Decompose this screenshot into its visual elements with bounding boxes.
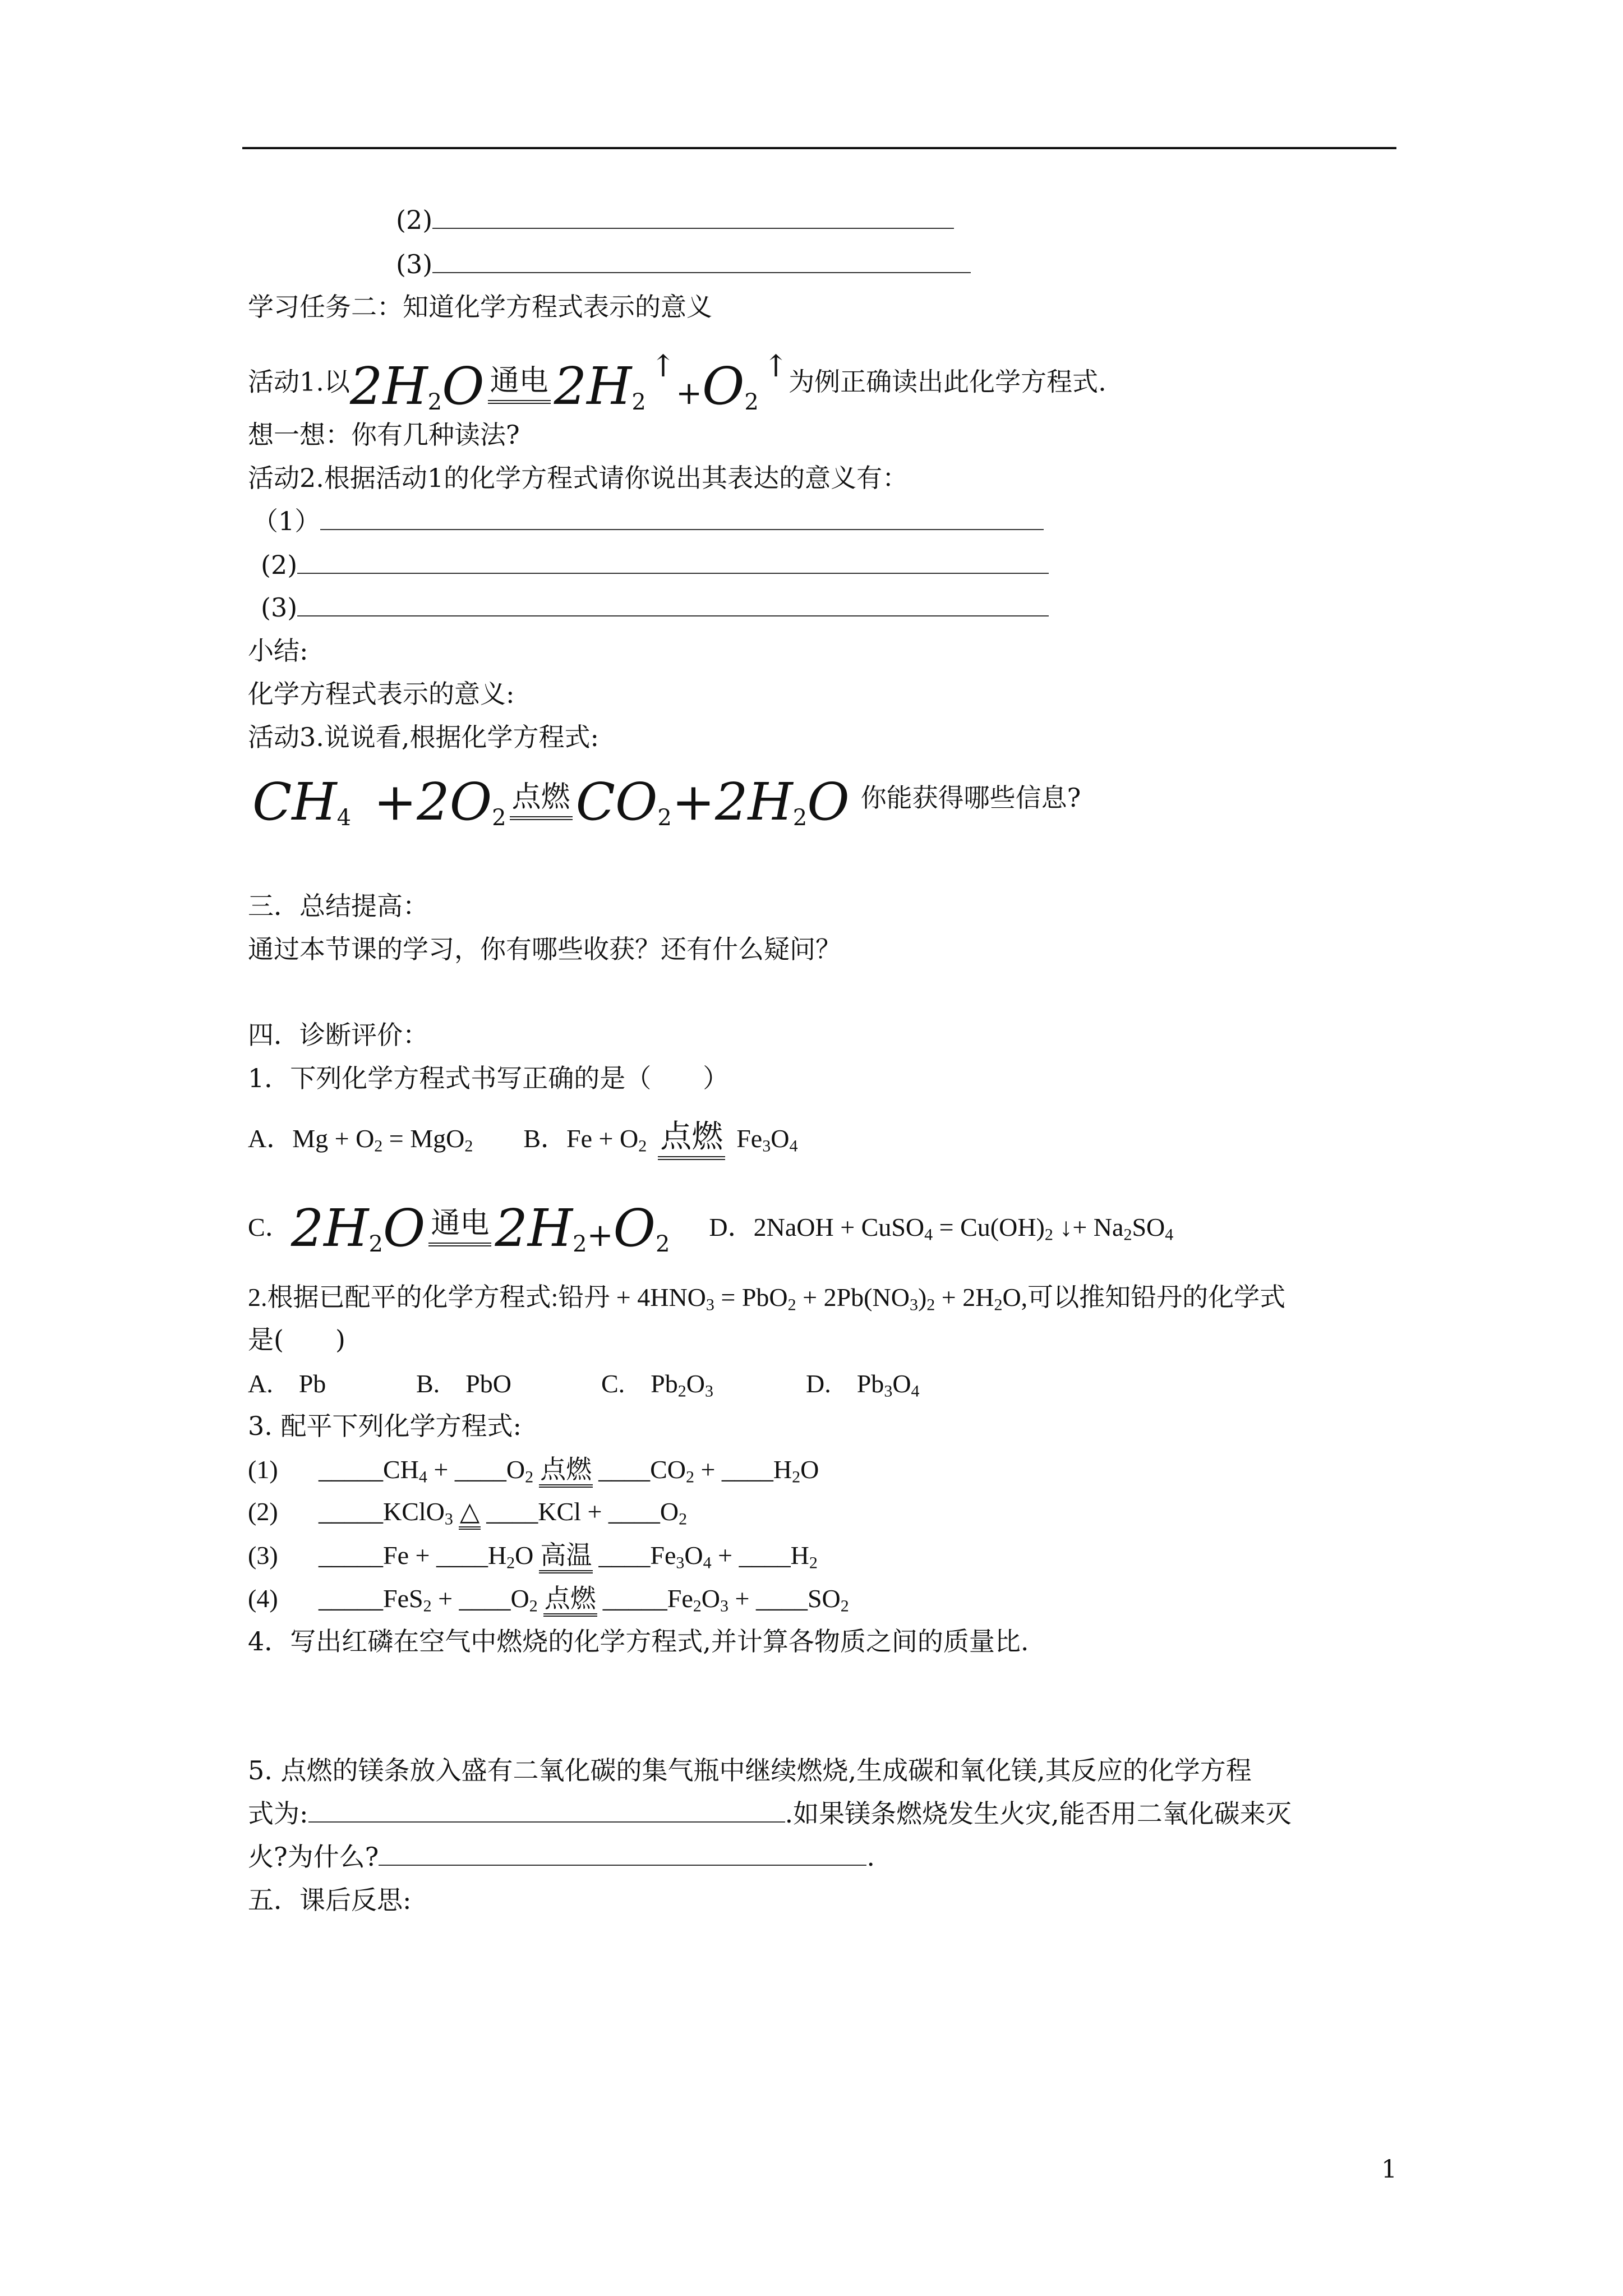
header-rule [242, 147, 1396, 149]
condition-ignite: 点燃 [510, 779, 573, 820]
section4-title: 四．诊断评价： [248, 1020, 428, 1050]
q2-line2: 是( ) [248, 1324, 345, 1355]
q2-options: A. Pb B. PbO C. $Pb_2O_3$ D. $Pb_3O_4$ [248, 1369, 920, 1401]
task2-title: 学习任务二：知道化学方程式表示的意义 [248, 292, 712, 322]
q3-row-3: (3) _____Fe + $\_\_\_\_H_2O$ 高温 $\_\_\_\_Fe_3O_4$ + $\_\_\_\_H_2$ [248, 1539, 818, 1580]
page-number: 1 [1381, 2155, 1397, 2184]
water-electrolysis-equation: $2H_2O$ 通电 $2H_2^↑+O_2^↑$ [349, 348, 789, 416]
q5-line1: 5. 点燃的镁条放入盛有二氧化碳的集气瓶中继续燃烧,生成碳和氧化镁,其反应的化学方程 [248, 1755, 1252, 1786]
q1-options-cd: C．$2H_2O$ 通电 $2H_2+O_2D$．2NaOH + CuSO$_4$ = $Cu(OH)_2$ ↓+ $Na_2SO_4$ [248, 1198, 1174, 1259]
blank-line-3: (3) [396, 247, 971, 281]
q2-line1: 2.根据已配平的化学方程式:铅丹 + $4HNO_3 = PbO_2 + 2Pb(NO_3)_2 + 2H_2O$,可以推知铅丹的化学式 [248, 1283, 1286, 1314]
meaning-item-3: (3) [261, 591, 1049, 624]
q1-options-ab: A．$Mg + O_2 = MgO_2$ B．$Fe + O_2$ 点燃 $Fe_3O_4$ [248, 1119, 797, 1163]
q3-row-2: (2) _____KClO$_3$ △ ____KCl + $\_\_\_\_O_2$ [248, 1495, 687, 1536]
methane-combustion-line: $CH_4 +2O_2$点燃 $CO_2+2H_2O$ 你能获得哪些信息? [252, 772, 1081, 832]
option-c-equation: $2H_2O$ 通电 $2H_2+O_2$ [291, 1198, 670, 1259]
meaning-item-1: （1） [252, 504, 1044, 538]
q4: 4．写出红磷在空气中燃烧的化学方程式,并计算各物质之间的质量比. [248, 1626, 1029, 1657]
activity3: 活动3.说说看,根据化学方程式: [248, 722, 600, 752]
section5-title: 五．课后反思: [248, 1885, 412, 1915]
think-prompt: 想一想：你有几种读法? [248, 420, 520, 450]
section3-title: 三．总结提高： [248, 891, 428, 921]
condition-electrify: 通电 [488, 363, 551, 404]
section3-text: 通过本节课的学习，你有哪些收获？还有什么疑问？ [248, 934, 841, 964]
summary-label: 小结: [248, 636, 308, 666]
meaning-label: 化学方程式表示的意义: [248, 679, 515, 709]
meaning-item-2: (2) [261, 548, 1049, 582]
activity1-line: 活动1.以$2H_2O$ 通电 $2H_2^↑+O_2^↑$为例正确读出此化学方程式. [248, 348, 1106, 416]
q3-title: 3. 配平下列化学方程式: [248, 1411, 522, 1441]
q1-stem: 1．下列化学方程式书写正确的是（ ） [248, 1063, 729, 1093]
q3-row-4: (4) _____FeS$_2$ + $\_\_\_\_O_2$ 点燃 $\_\_\_\_\_Fe_2O_3$ + $\_\_\_\_SO_2$ [248, 1582, 849, 1623]
blank-line-2: (2) [396, 203, 954, 237]
q3-row-1: (1) $\_\_\_\_\_CH_4$ + $\_\_\_\_O_2$ 点燃 $\_\_\_\_CO_2$ + $\_\_\_\_H_2O$ [248, 1453, 819, 1494]
methane-combustion-equation: $CH_4 +2O_2$点燃 $CO_2+2H_2O$ [252, 772, 850, 832]
q5-line2: 式为: .如果镁条燃烧发生火灾,能否用二氧化碳来灭 [248, 1798, 1292, 1829]
activity2: 活动2.根据活动1的化学方程式请你说出其表达的意义有： [248, 463, 909, 493]
q5-line3: 火?为什么? . [248, 1842, 875, 1872]
